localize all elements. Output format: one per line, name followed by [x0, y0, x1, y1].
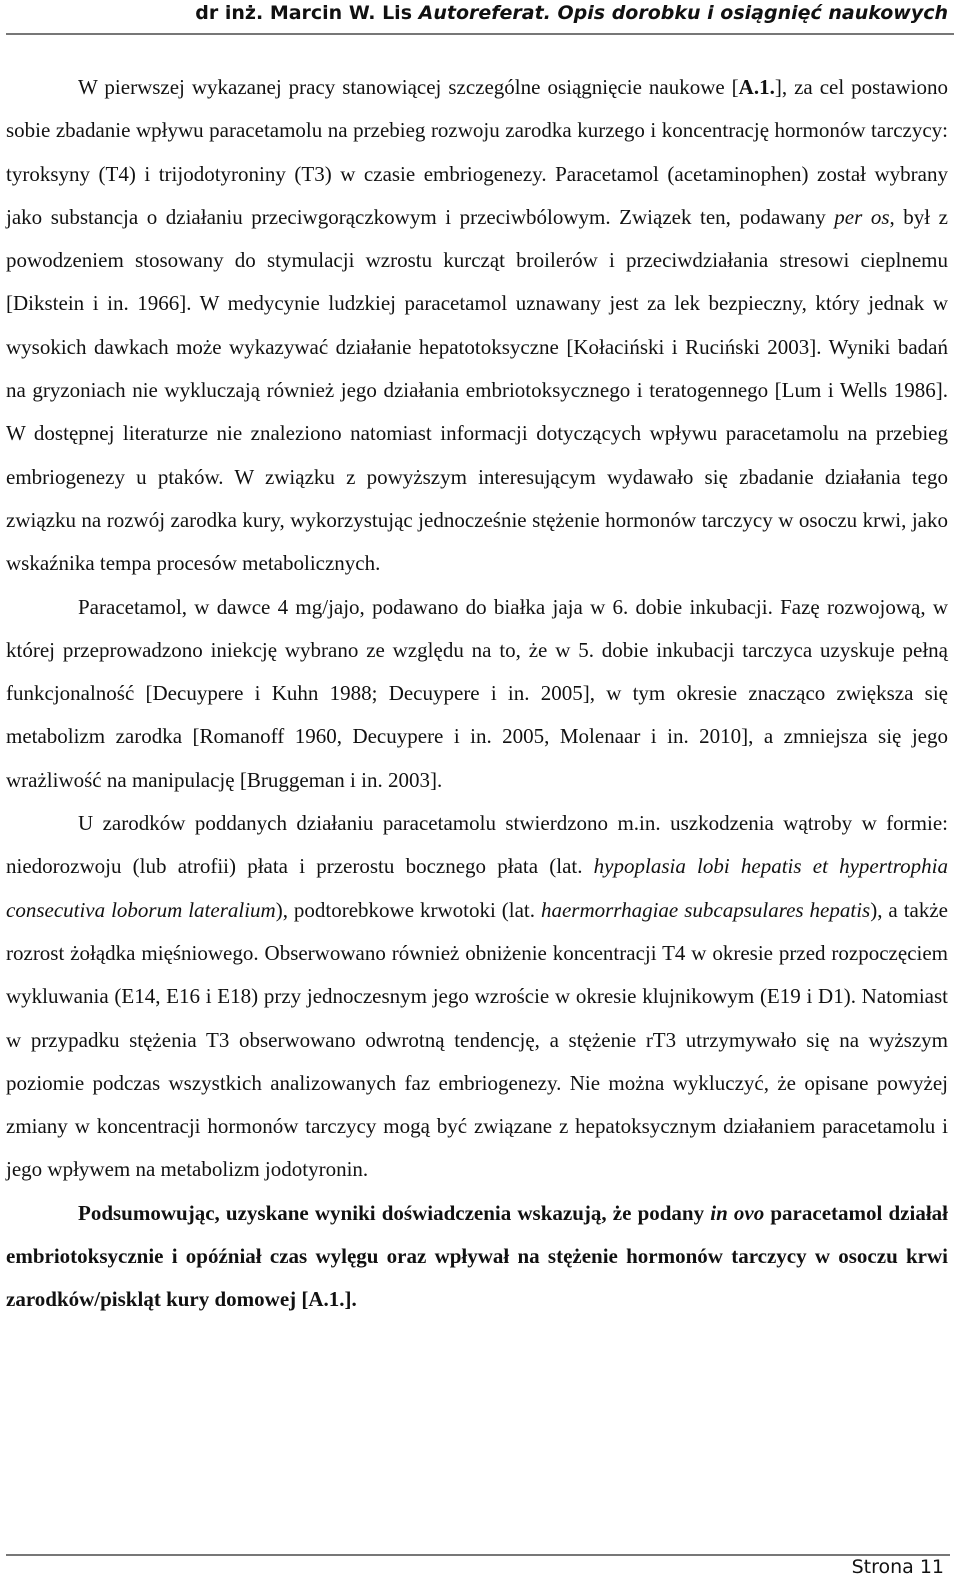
text-run: hypoplasia lobi hepatis et hypertrophia consecutiva loborum lateralium [6, 854, 948, 922]
text-run: paracetamol działał embriotoksycznie i opóźniał czas wylęgu oraz wpływał na stężenie hormonów tarczycy w osoczu krwi zarodków/piskląt kury domowej [A.1.]. [6, 1200, 948, 1312]
text-run: Paracetamol, w dawce 4 mg/jajo, podawano do białka jaja w 6. dobie inkubacji. Fazę rozwojową, w której przeprowadzono iniekcję wybrano ze względu na to, że w 5. dobie inkubacji tarczyca uzyskuje pełną funkcjonalność [Decuypere i Kuhn 1988; Decuypere i in. 2005], w tym okresie znacząco zwiększa się metabolizm zarodka [Romanoff 1960, Decuypere i in. 2005, Molenaar i in. 2010], a zmniejsza się jego wrażliwość na manipulację [Bruggeman i in. 2003]. [6, 594, 948, 792]
header-text [195, 2, 948, 24]
paragraph-method [6, 586, 948, 802]
paragraph-results [6, 802, 948, 1192]
text-run: in ovo [710, 1200, 765, 1225]
text-run: W pierwszej wykazanej pracy stanowiącej szczególne osiągnięcie naukowe [ [78, 75, 739, 99]
text-run: ), a także rozrost żołądka mięśniowego. Obserwowano również obniżenie koncentracji T4 w okresie przed rozpoczęciem wykluwania (E14, E16 i E18) przy jednoczesnym jego wzroście w okresie klujnikowym (E19 i D1). Natomiast w przypadku stężenia T3 obserwowano odwrotną tendencję, a stężenie rT3 utrzymywało się na wyższym poziomie podczas wszystkich analizowanych faz embriogenezy. Nie można wykluczyć, że opisane powyżej zmiany w koncentracji hormonów tarczycy mogą być związane z hepatoksycznym działaniem paracetamolu i jego wpływem na metabolizm jodotyronin. [6, 897, 948, 1182]
text-run: , był z powodzeniem stosowany do stymulacji wzrostu kurcząt broilerów i przeciwdziałania stresowi cieplnemu [Dikstein i in. 1966]. W medycynie ludzkiej paracetamol uznawany jest za lek bezpieczny, który jednak w wysokich dawkach może wykazywać działanie hepatotoksyczne [Kołaciński i Ruciński 2003]. Wyniki badań na gryzoniach nie wykluczają również jego działania embriotoksycznego i teratogennego [Lum i Wells 1986]. W dostępnej literaturze nie znaleziono natomiast informacji dotyczących wpływu paracetamolu na przebieg embriogenezy u ptaków. W związku z powyższym interesującym wydawało się zbadanie działania tego związku na rozwój zarodka kury, wykorzystując jednocześnie stężenie hormonów tarczycy w osoczu krwi, jako wskaźnika tempa procesów metabolicznych. [6, 204, 949, 576]
text-run: U zarodków poddanych działaniu paracetamolu stwierdzono m.in. uszkodzenia wątroby w formie: niedorozwoju (lub atrofii) płata i przerostu bocznego płata (lat. [6, 811, 948, 879]
header-author: dr inż. Marcin W. Lis [195, 2, 412, 24]
page-header [0, 0, 960, 40]
text-run: per os [834, 204, 890, 229]
footer-rule [6, 1554, 950, 1556]
text-run: ), podtorebkowe krwotoki (lat. [275, 897, 541, 922]
document-body [6, 66, 948, 1322]
text-run: Podsumowując, uzyskane wyniki doświadczenia wskazują, że podany [78, 1200, 711, 1225]
text-run: ], za cel postawiono sobie zbadanie wpływu paracetamolu na przebieg rozwoju zarodka kurzego i koncentrację hormonów tarczycy: tyroksyny (T4) i trijodotyroniny (T3) w czasie embriogenezy. Paracetamol (acetaminophen) został wybrany jako substancja o działaniu przeciwgorączkowym i przeciwbólowym. Związek ten, podawany [6, 75, 948, 229]
header-title: Autoreferat. Opis dorobku i osiągnięć naukowych [418, 2, 948, 24]
text-run: haermorrhagiae subcapsulares hepatis [540, 897, 871, 922]
header-rule [6, 33, 954, 35]
page-number: Strona 11 [851, 1556, 944, 1578]
text-run: A.1. [738, 75, 775, 99]
paragraph-summary [6, 1192, 948, 1322]
paragraph-intro [6, 66, 948, 586]
